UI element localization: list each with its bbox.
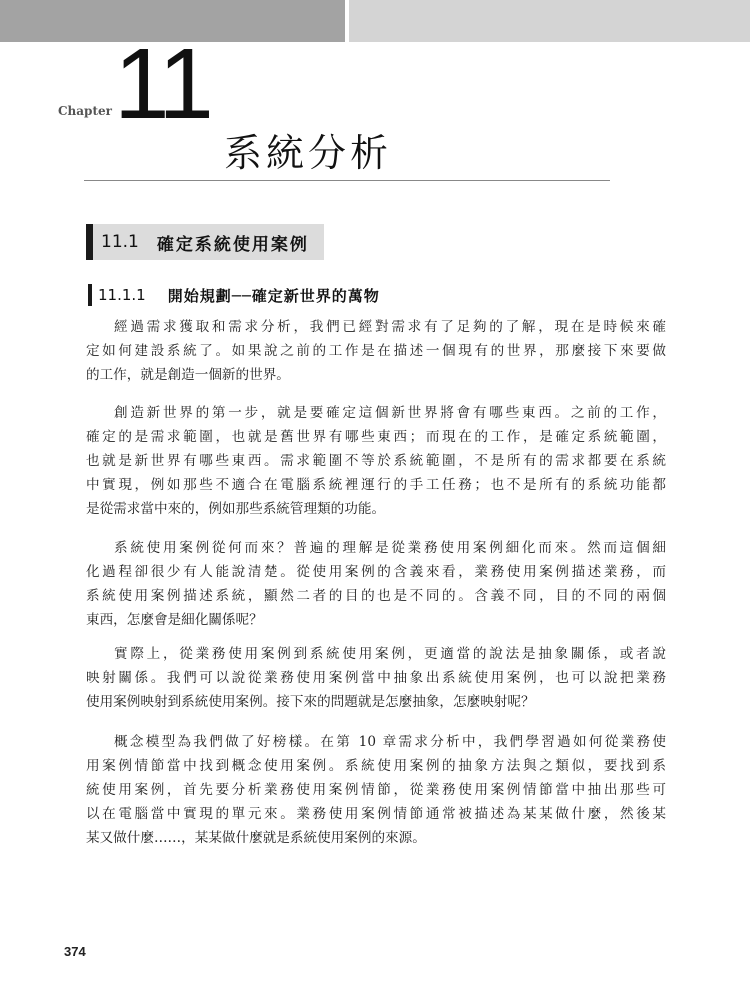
section-title: 確定系統使用案例 [156,234,309,255]
header-bar-light [349,0,750,42]
paragraph-line: 中實現，例如那些不適合在電腦系統裡運行的手工任務；也不是所有的系統功能都 [86,477,666,493]
paragraph-line: 系統使用案例從何而來？普遍的理解是從業務使用案例細化而來。然而這個細 [114,540,666,556]
paragraph-line: 是從需求當中來的，例如那些系統管理類的功能。 [86,501,386,517]
paragraph-4 [86,642,666,714]
subsection-title: 開始規劃──確定新世界的萬物 [167,286,380,305]
paragraph-line: 映射關係。我們可以說從業務使用案例當中抽象出系統使用案例，也可以說把業務 [86,670,666,686]
paragraph-line: 實際上，從業務使用案例到系統使用案例，更適當的說法是抽象關係，或者說 [114,646,666,662]
paragraph-line: 創造新世界的第一步，就是要確定這個新世界將會有哪些東西。之前的工作， [114,405,666,421]
paragraph-line: 的工作，就是創造一個新的世界。 [86,367,290,383]
section-number: 11.1 [101,232,139,252]
paragraph-line: 化過程卻很少有人能說清楚。從使用案例的含義來看，業務使用案例描述業務，而 [86,564,666,580]
paragraph-line: 某又做什麼……，某某做什麼就是系統使用案例的來源。 [86,830,426,846]
chapter-label: Chapter [58,104,112,118]
page-number: 374 [64,944,86,959]
subsection-number: 11.1.1 [98,286,146,304]
paragraph-line: 東西，怎麼會是細化關係呢？ [86,612,263,628]
paragraph-1 [86,315,666,387]
paragraph-line: 以在電腦當中實現的單元來。業務使用案例情節通常被描述為某某做什麼，然後某 [86,806,666,822]
paragraph-line: 統使用案例，首先要分析業務使用案例情節，從業務使用案例情節當中抽出那些可 [86,782,666,798]
paragraph-line: 定如何建設系統了。如果說之前的工作是在描述一個現有的世界，那麼接下來要做 [86,343,666,359]
paragraph-3 [86,536,666,632]
paragraph-line: 概念模型為我們做了好榜樣。在第 10 章需求分析中，我們學習過如何從業務使 [114,734,666,750]
paragraph-line: 用案例情節當中找到概念使用案例。系統使用案例的抽象方法與之類似，要找到系 [86,758,666,774]
section-heading [86,224,324,260]
subsection-heading [88,284,380,306]
paragraph-2 [86,401,666,521]
paragraph-line: 使用案例映射到系統使用案例。接下來的問題就是怎麼抽象，怎麼映射呢？ [86,694,535,710]
chapter-title: 系統分析 [224,131,393,175]
paragraph-line: 確定的是需求範圍，也就是舊世界有哪些東西；而現在的工作，是確定系統範圍， [86,429,666,445]
paragraph-5 [86,730,666,850]
chapter-number: 11 [114,28,210,140]
paragraph-line: 系統使用案例描述系統，顯然二者的目的也是不同的。含義不同，目的不同的兩個 [86,588,666,604]
paragraph-line: 經過需求獲取和需求分析，我們已經對需求有了足夠的了解，現在是時候來確 [114,319,666,335]
paragraph-line: 也就是新世界有哪些東西。需求範圍不等於系統範圍，不是所有的需求都要在系統 [86,453,666,469]
chapter-divider [84,180,610,181]
